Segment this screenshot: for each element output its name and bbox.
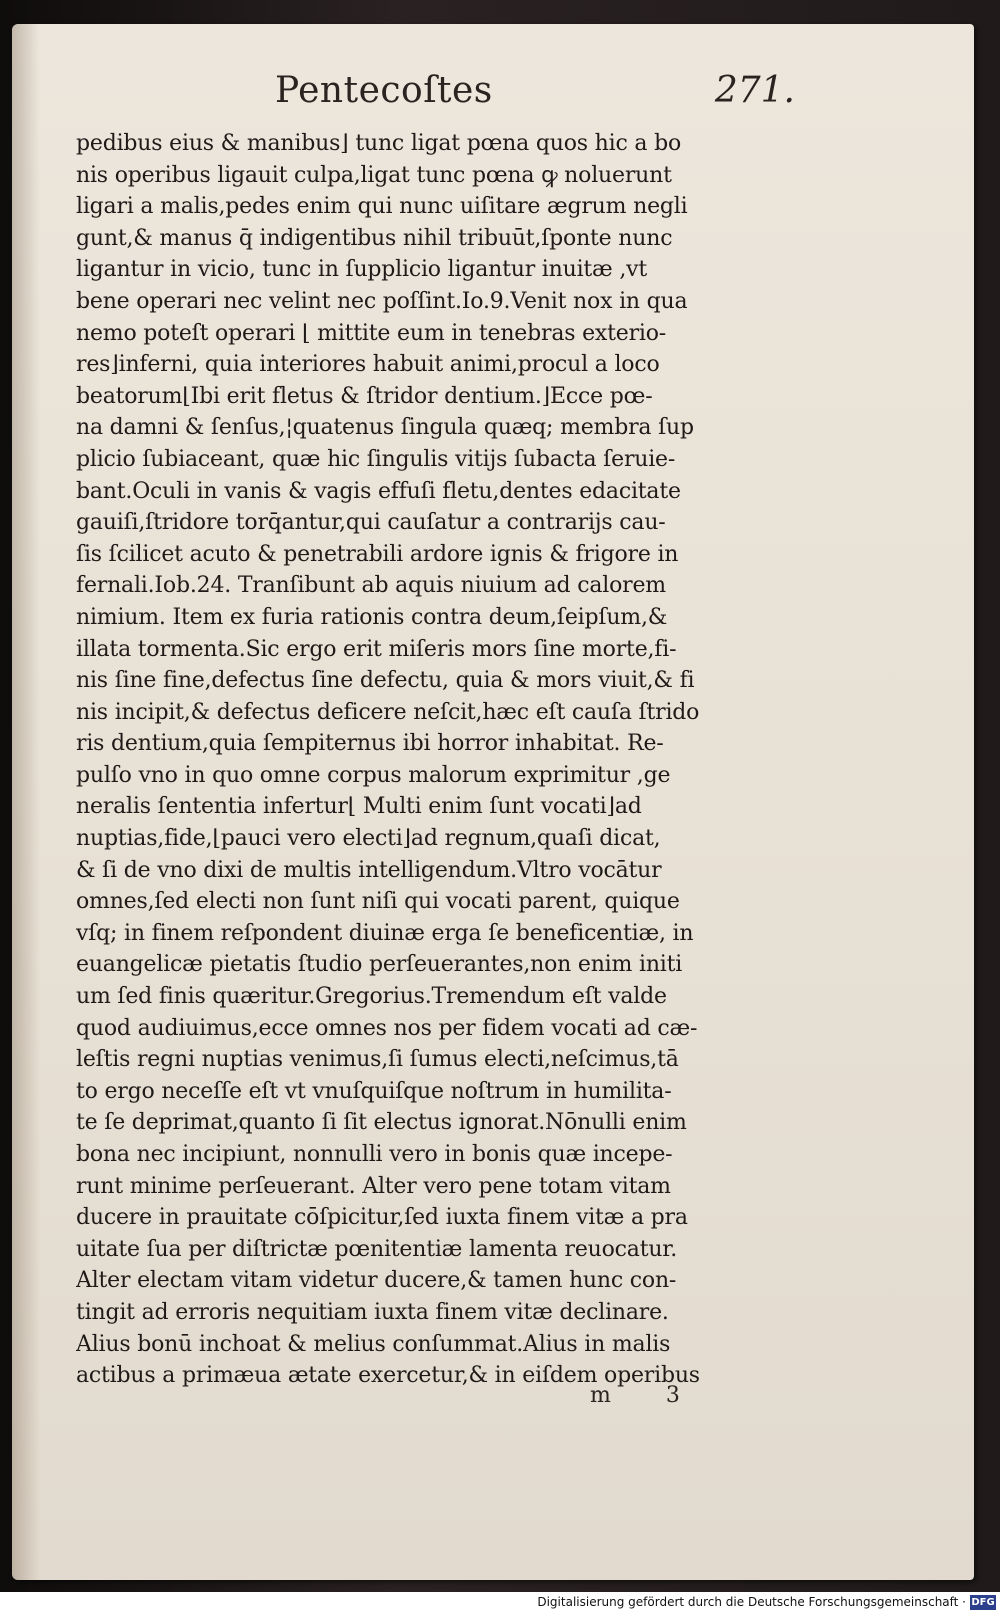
funding-credit: Digitalisierung gefördert durch die Deutsche Forschungsgemeinschaft · [537,1595,966,1609]
text-line: fernali.Iob.24. Tranſibunt ab aquis niuium ad calorem [76,573,666,599]
text-line: neralis ſententia infertur⌊ Multi enim ſunt vocati⌋ad [76,794,642,820]
text-line: ligantur in vicio, tunc in ſupplicio ligantur inuitæ ,vt [76,257,647,283]
text-line: res⌋inferni, quia interiores habuit animi,procul a loco [76,352,660,378]
text-line: nimium. Item ex furia rationis contra deum,ſeipſum,& [76,604,668,630]
text-line: bant.Oculi in vanis & vagis effuſi fletu,dentes edacitate [76,478,681,504]
text-line: illata tormenta.Sic ergo erit miſeris mors ſine morte,fi- [76,636,677,662]
signature-mark: m 3 [590,1383,704,1408]
text-line: Alter electam vitam videtur ducere,& tamen hunc con- [76,1268,677,1294]
text-line: leſtis regni nuptias venimus,ſi ſumus electi,neſcimus,tā [76,1047,679,1073]
text-line: actibus a primæua ætate exercetur,& in eiſdem operibus [76,1363,700,1389]
text-line: plicio ſubiaceant, quæ hic ſingulis vitijs ſubacta ſeruie- [76,446,676,472]
text-line: te ſe deprimat,quanto ſi ſit electus ignorat.Nōnulli enim [76,1110,687,1136]
text-line: bene operari nec velint nec poſſint.Io.9.Venit nox in qua [76,288,688,314]
text-line: na damni & ſenſus,¦quatenus ſingula quæq; membra ſup [76,415,694,441]
footer-bar [0,1592,1000,1615]
text-line: pedibus eius & manibus⌋ tunc ligat pœna quos hic a bo [76,131,681,156]
text-line: nemo poteſt operari ⌊ mittite eum in tenebras exterio- [76,320,667,346]
text-line: tingit ad erroris nequitiam iuxta finem vitæ declinare. [76,1299,669,1325]
text-line: to ergo neceſſe eſt vt vnuſquiſque noſtrum in humilita- [76,1078,672,1104]
text-line: vſq; in finem reſpondent diuinæ erga ſe beneficentiæ, in [76,920,694,946]
text-line: bona nec incipiunt, nonnulli vero in bonis quæ incepe- [76,1142,673,1167]
text-line: nis ſine fine,defectus ſine defectu, quia & mors viuit,& fi [76,668,695,694]
text-line: Alius bonū inchoat & melius conſummat.Alius in malis [76,1331,671,1357]
text-line: beatorum⌊Ibi erit fletus & ſtridor dentium.⌋Ecce pœ- [76,383,653,409]
text-line: gauiſi,ſtridore torq̄antur,qui cauſatur a contrarijs cau- [76,510,666,536]
text-line: nuptias,fide,⌊pauci vero electi⌋ad regnum,quaſi dicat, [76,826,661,852]
text-line: runt minime perſeuerant. Alter vero pene totam vitam [76,1173,671,1199]
running-title: Pentecoſtes [275,70,493,111]
page-number: 271. [714,70,795,111]
text-line: gunt,& manus q̄ indigentibus nihil tribuūt,ſponte nunc [76,225,673,251]
text-line: uitate ſua per diſtrictæ pœnitentiæ lamenta reuocatur. [76,1236,677,1262]
body-text-block [76,128,796,1392]
page-header [275,60,795,120]
text-line: & ſi de vno dixi de multis intelligendum.Vltro vocātur [76,857,662,883]
text-line: nis incipit,& defectus deficere neſcit,hæc eſt cauſa ſtrido [76,699,700,725]
text-line: um ſed finis quæritur.Gregorius.Tremendum eſt valde [76,984,667,1010]
text-line: omnes,ſed electi non ſunt niſi qui vocati parent, quique [76,889,680,915]
text-line: nis operibus ligauit culpa,ligat tunc pœna ꝙ noluerunt [76,162,672,188]
text-line: ris dentium,quia ſempiternus ibi horror inhabitat. Re- [76,731,664,757]
text-line: ſis ſcilicet acuto & penetrabili ardore ignis & frigore in [76,541,679,567]
text-line: ducere in prauitate cōſpicitur,ſed iuxta finem vitæ a pra [76,1205,688,1231]
text-line: quod audiuimus,ecce omnes nos per fidem vocati ad cæ- [76,1015,698,1041]
text-line: ligari a malis,pedes enim qui nunc uiſitare ægrum negli [76,194,688,220]
text-line: pulſo vno in quo omne corpus malorum exprimitur ,ge [76,762,671,788]
dfg-logo-icon: DFG [971,1597,995,1608]
text-line: euangelicæ pietatis ſtudio perſeuerantes,non enim initi [76,952,683,978]
